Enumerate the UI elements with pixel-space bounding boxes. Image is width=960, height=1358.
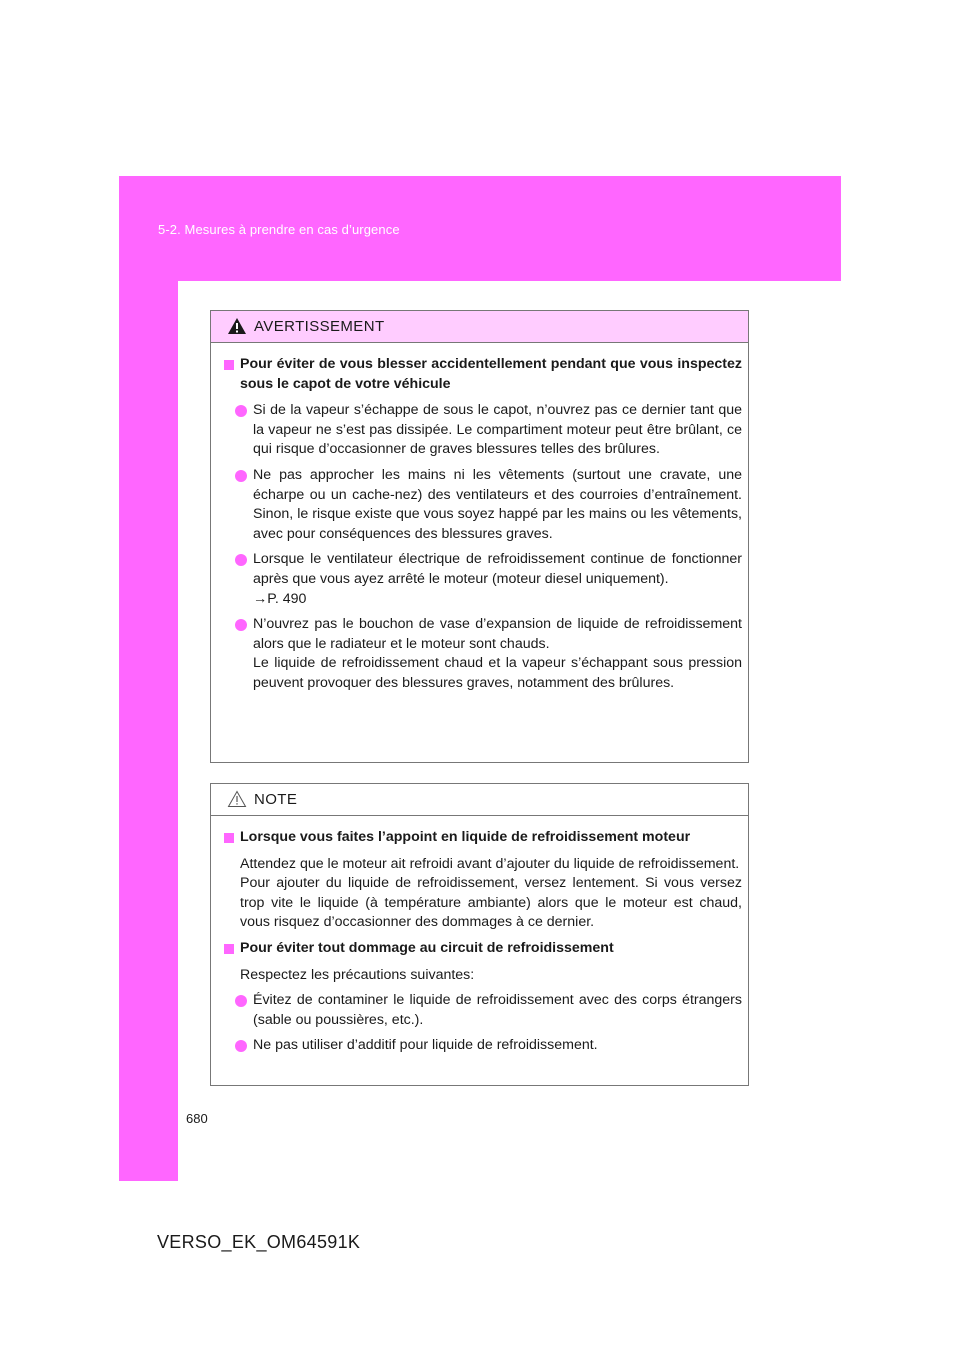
warning-item: N’ouvrez pas le bouchon de vase d’expansion de liquide de refroidissement alors que le radiateur et le moteur sont chauds. Le liquide de refroidissement chaud et la vapeur s’échappant sous pression peuvent provoquer des blessures graves, notamment des brûlures. <box>221 615 742 693</box>
note-paragraph: Respectez les précautions suivantes: <box>240 966 475 983</box>
warning-item: Lorsque le ventilateur électrique de refroidissement continue de fonctionner après que vous ayez arrêté le moteur (moteur diesel uniquement). →P. 490 <box>221 550 742 609</box>
note-box-header <box>211 784 748 816</box>
note-item: Ne pas utiliser d’additif pour liquide de refroidissement. <box>221 1036 742 1056</box>
warning-heading: Pour éviter de vous blesser accidentellement pendant que vous inspectez sous le capot de votre véhicule <box>221 355 742 394</box>
warning-triangle-outline-icon <box>227 790 247 808</box>
note-paragraph: Attendez que le moteur ait refroidi avant d’ajouter du liquide de refroidissement. Pour ajouter du liquide de refroidissement, versez lentement. Si vous versez trop vite le liquide (à température ambiante) alors que le moteur est chaud, vous risquez d’occasionner des dommages à ce dernier. <box>240 855 742 931</box>
round-bullet-icon <box>235 995 247 1007</box>
round-bullet-icon <box>235 554 247 566</box>
warning-title: AVERTISSEMENT <box>254 318 385 335</box>
round-bullet-icon <box>235 619 247 631</box>
note-box <box>210 783 749 1086</box>
page-reference: →P. 490 <box>253 590 307 607</box>
warning-triangle-filled-icon <box>227 317 247 335</box>
note-content <box>211 816 748 1056</box>
round-bullet-icon <box>235 1040 247 1052</box>
side-band <box>119 281 178 1181</box>
note-heading: Lorsque vous faites l’appoint en liquide de refroidissement moteur <box>221 828 742 848</box>
warning-item: Ne pas approcher les mains ni les vêtements (surtout une cravate, une écharpe ou un cache-nez) des ventilateurs et des courroies d’entraînement. Sinon, le risque existe que vous soyez happé par les mains ou les vêtements, avec pour conséquences des blessures graves. <box>221 466 742 544</box>
warning-box-header <box>211 311 748 343</box>
section-title: 5-2. Mesures à prendre en cas d’urgence <box>158 222 400 237</box>
round-bullet-icon <box>235 470 247 482</box>
warning-content <box>211 343 748 694</box>
square-bullet-icon <box>224 360 234 370</box>
document-code: VERSO_EK_OM64591K <box>157 1232 361 1252</box>
round-bullet-icon <box>235 405 247 417</box>
warning-item: Si de la vapeur s’échappe de sous le capot, n’ouvrez pas ce dernier tant que la vapeur ne s’est pas dissipée. Le compartiment moteur peut être brûlant, ce qui risque d’occasionner de graves blessures telles des brûlures. <box>221 401 742 460</box>
warning-box <box>210 310 749 763</box>
page-number: 680 <box>186 1111 208 1126</box>
square-bullet-icon <box>224 944 234 954</box>
note-item: Évitez de contaminer le liquide de refroidissement avec des corps étrangers (sable ou poussières, etc.). <box>221 991 742 1030</box>
note-heading: Pour éviter tout dommage au circuit de refroidissement <box>221 939 742 959</box>
square-bullet-icon <box>224 833 234 843</box>
note-title: NOTE <box>254 791 298 808</box>
